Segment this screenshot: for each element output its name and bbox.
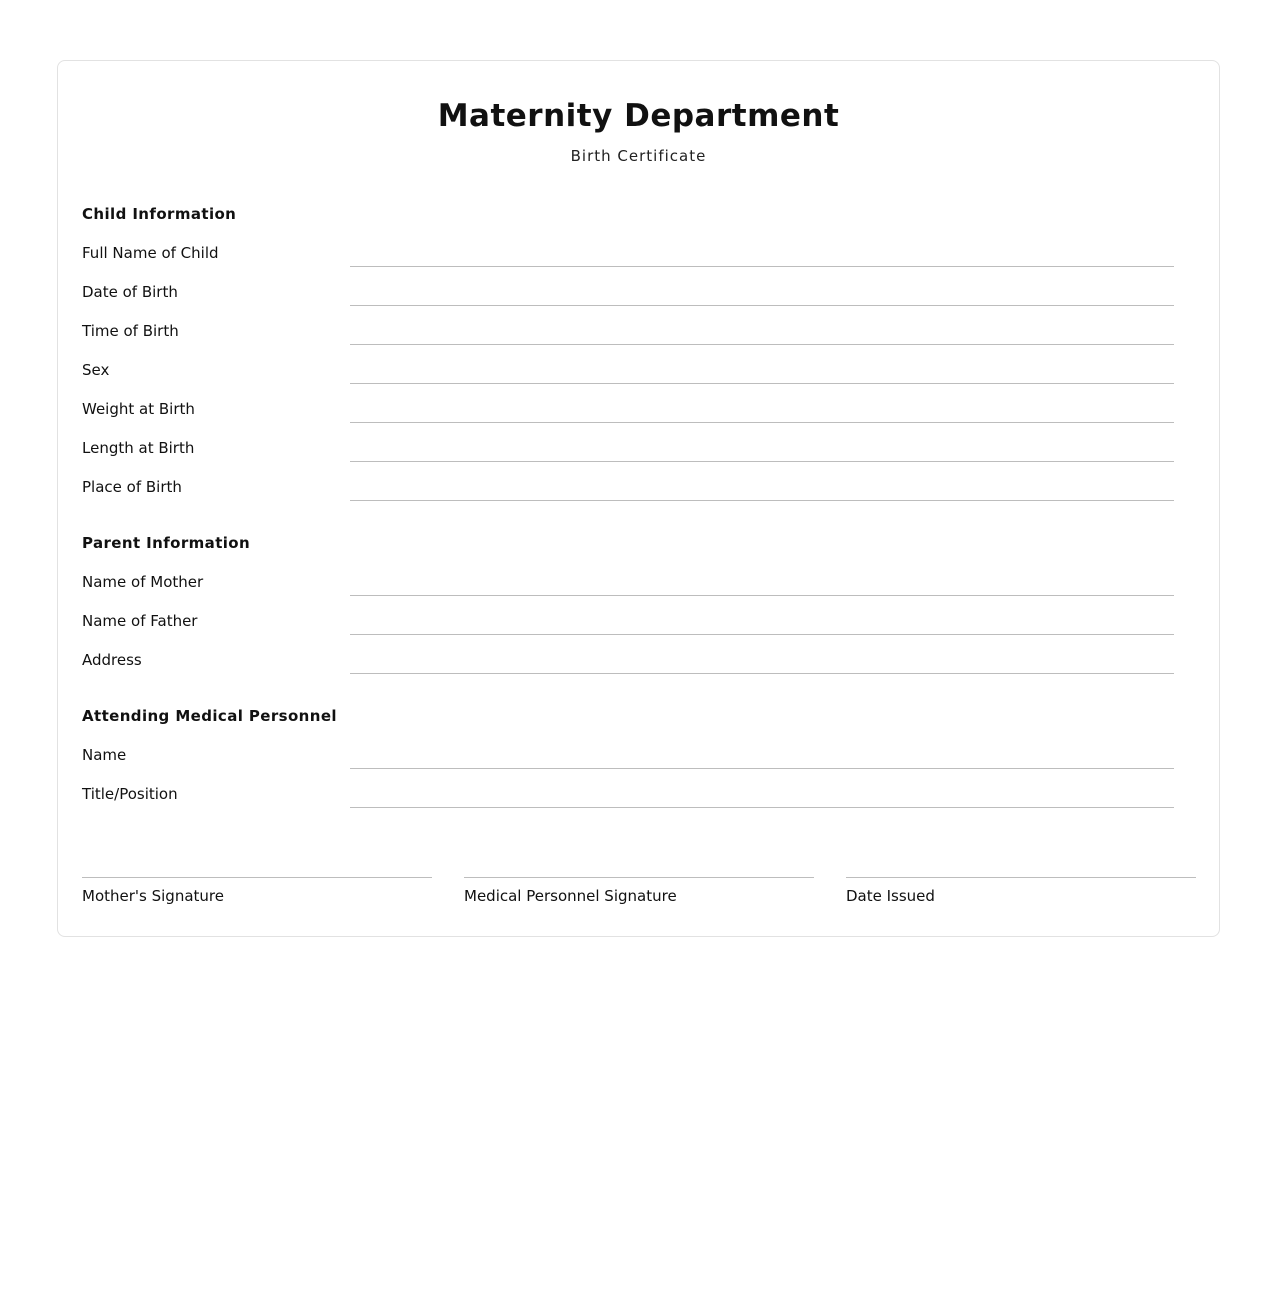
field-place-of-birth [82,477,1219,507]
field-sex [82,360,1219,390]
field-label: Weight at Birth [82,400,195,418]
signature-label: Date Issued [846,887,935,905]
section-title-parent-information: Parent Information [82,534,251,552]
field-label: Name of Father [82,612,198,630]
address-input[interactable] [350,673,1174,674]
name-of-father-input[interactable] [350,634,1174,635]
mother-signature-block[interactable] [82,877,432,906]
page-subtitle: Birth Certificate [570,147,707,165]
birth-certificate-card [57,60,1220,937]
field-weight-at-birth [82,399,1219,429]
time-of-birth-input[interactable] [350,344,1174,345]
section-title-attending-medical-personnel: Attending Medical Personnel [82,707,337,725]
field-label: Address [82,651,142,669]
field-time-of-birth [82,321,1219,351]
field-label: Place of Birth [82,478,182,496]
field-length-at-birth [82,438,1219,468]
signature-line [846,877,1196,878]
field-label: Length at Birth [82,439,195,457]
section-title-child-information: Child Information [82,205,237,223]
signature-line [464,877,814,878]
field-name-of-mother [82,572,1219,602]
field-label: Date of Birth [82,283,178,301]
field-label: Sex [82,361,110,379]
medical-personnel-signature-block[interactable] [464,877,814,906]
personnel-name-input[interactable] [350,768,1174,769]
sex-input[interactable] [350,383,1174,384]
page-title: Maternity Department [437,98,840,134]
field-address [82,650,1219,680]
field-label: Time of Birth [82,322,179,340]
field-title-position [82,784,1219,814]
field-personnel-name [82,745,1219,775]
field-label: Name [82,746,127,764]
full-name-of-child-input[interactable] [350,266,1174,267]
place-of-birth-input[interactable] [350,500,1174,501]
title-position-input[interactable] [350,807,1174,808]
field-full-name-of-child [82,243,1219,273]
field-label: Title/Position [82,785,178,803]
date-issued-block[interactable] [846,877,1196,906]
signature-line [82,877,432,878]
signature-label: Medical Personnel Signature [464,887,677,905]
field-label: Full Name of Child [82,244,219,262]
field-label: Name of Mother [82,573,204,591]
length-at-birth-input[interactable] [350,461,1174,462]
date-of-birth-input[interactable] [350,305,1174,306]
field-date-of-birth [82,282,1219,312]
name-of-mother-input[interactable] [350,595,1174,596]
weight-at-birth-input[interactable] [350,422,1174,423]
signature-label: Mother's Signature [82,887,224,905]
field-name-of-father [82,611,1219,641]
